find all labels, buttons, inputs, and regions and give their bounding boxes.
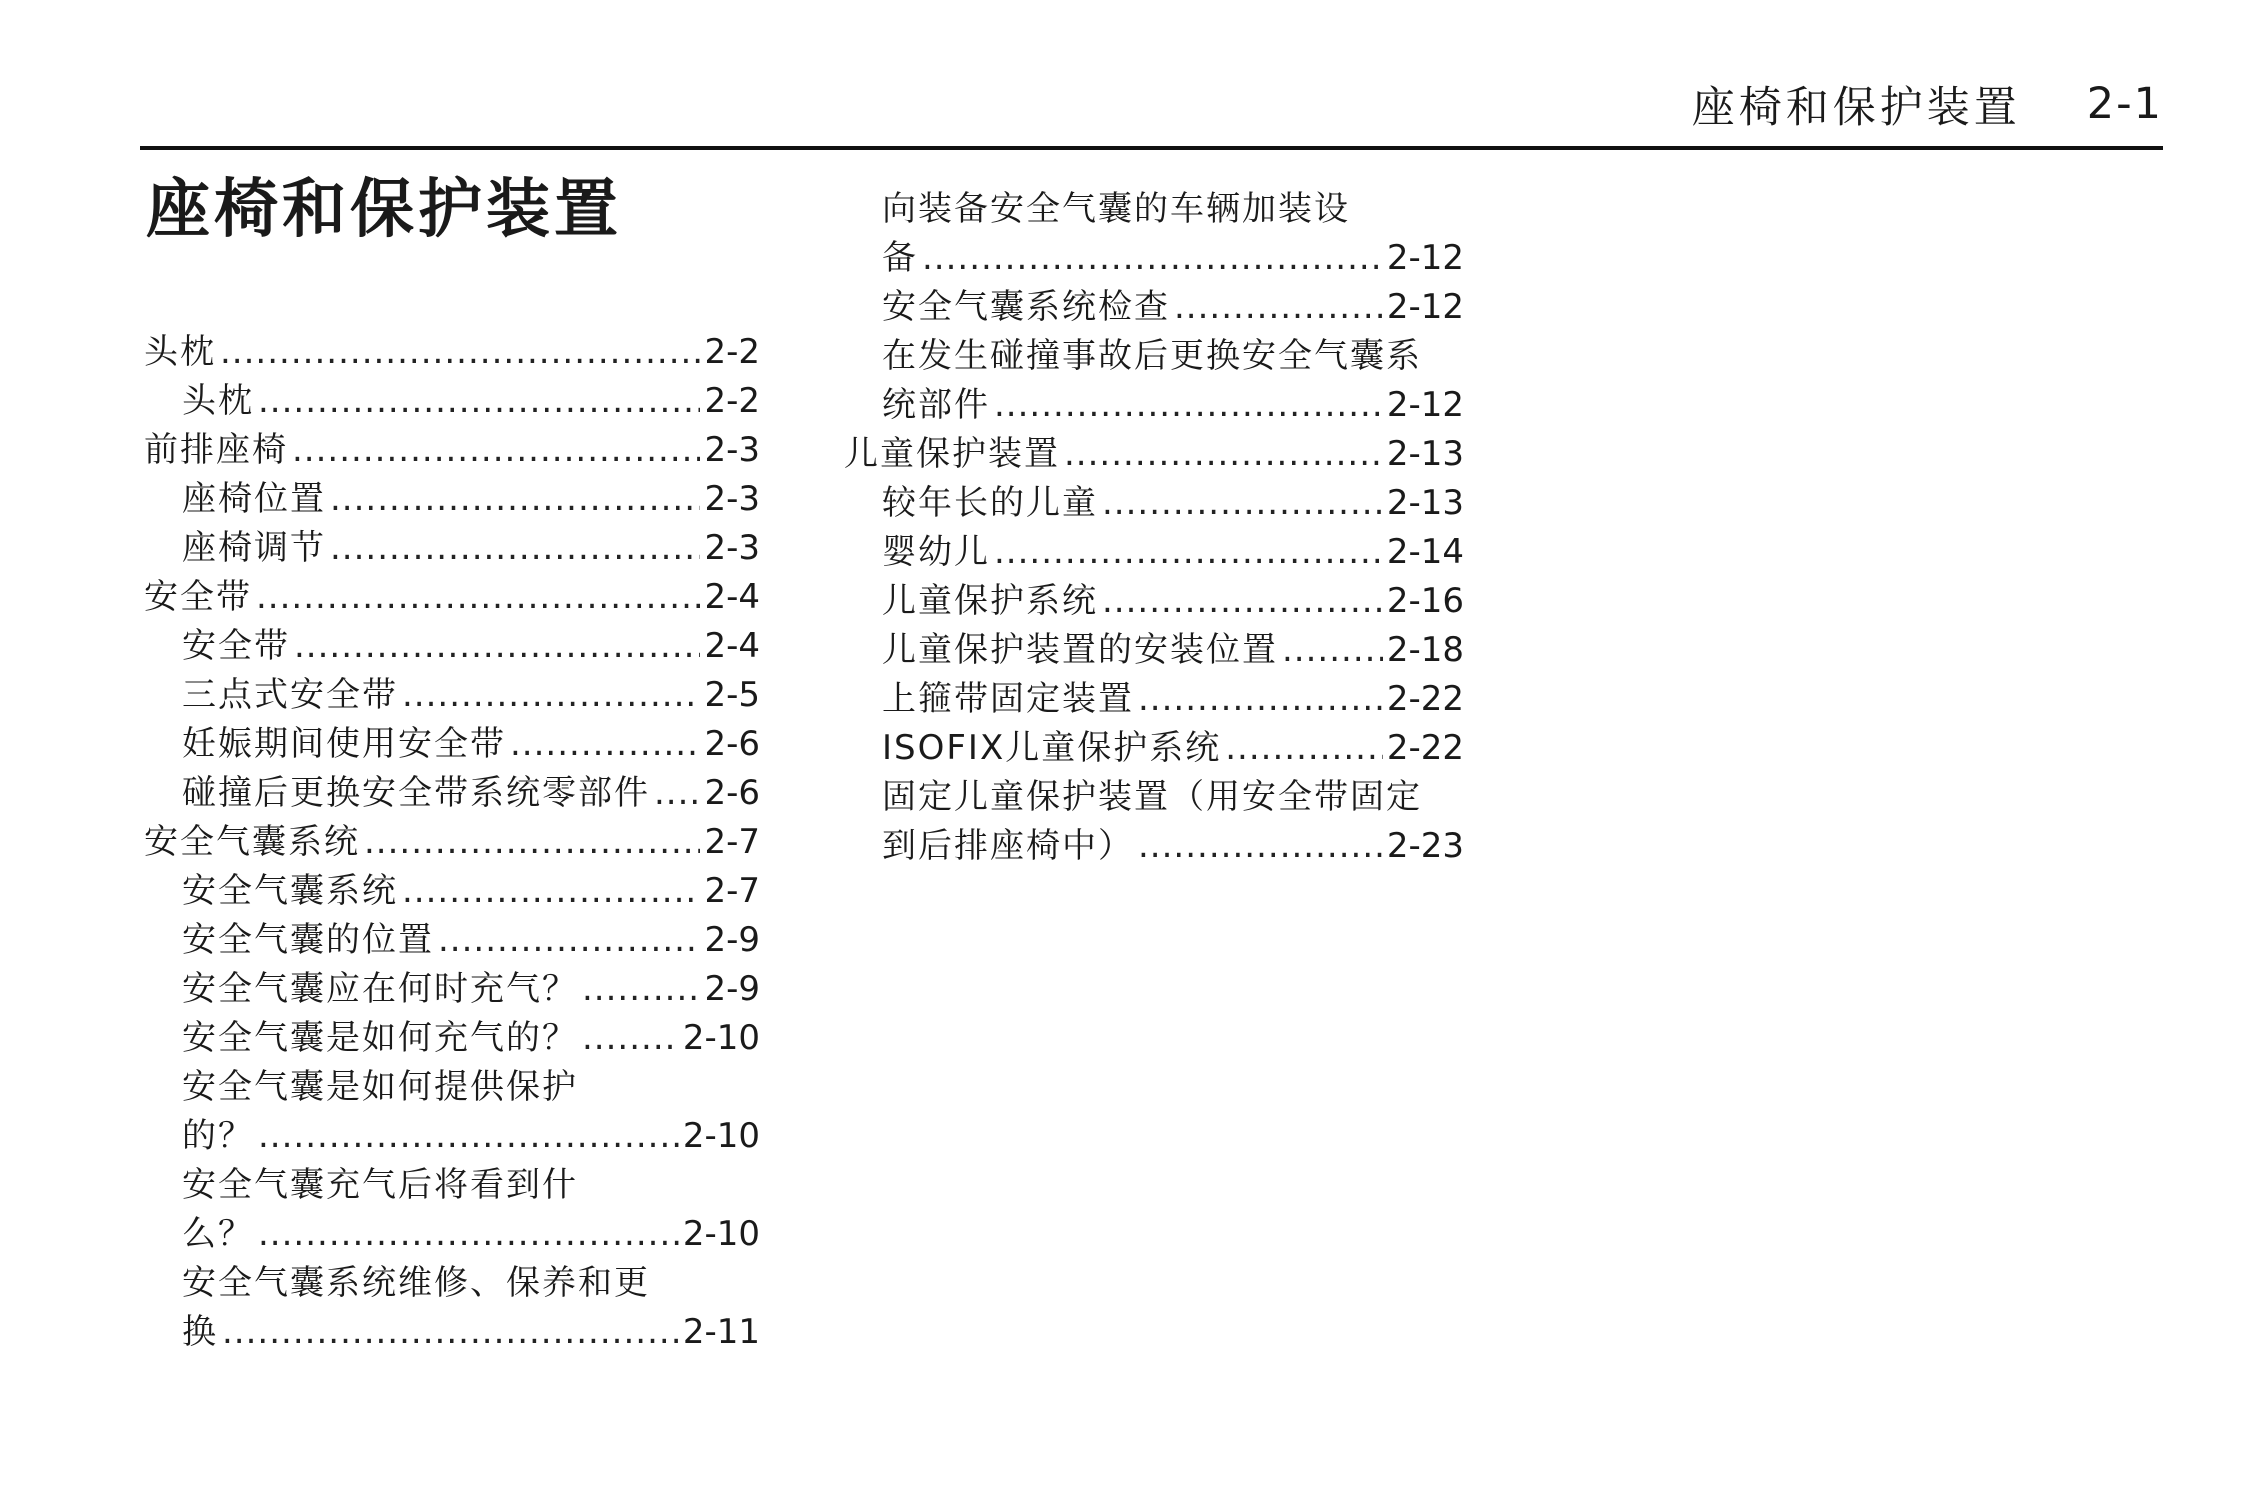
toc-entry-title-continued: 换 — [182, 1312, 218, 1352]
toc-entry-seat-adjustment[interactable] — [182, 524, 760, 572]
toc-entry-three-point-belt[interactable] — [182, 671, 760, 719]
toc-entry-headrest-section[interactable] — [144, 328, 760, 376]
toc-entry-page: 2-11 — [682, 1312, 760, 1352]
toc-entry-title: 座椅调节 — [182, 528, 326, 568]
toc-entry-page: 2-3 — [704, 479, 760, 519]
toc-entry-title: 安全气囊应在何时充气？ — [182, 969, 578, 1009]
toc-leader — [294, 622, 700, 670]
toc-entry-pregnancy-belt[interactable] — [182, 720, 760, 768]
toc-leader — [330, 524, 700, 572]
toc-entry-airbag-when-inflate[interactable] — [182, 965, 760, 1013]
toc-entry-page: 2-13 — [1386, 434, 1464, 474]
toc-entry-page: 2-10 — [682, 1116, 760, 1156]
toc-entry-title: 安全气囊充气后将看到什 — [182, 1165, 578, 1205]
toc-entry-title-continued: 么？ — [182, 1214, 254, 1254]
toc-leader — [1225, 724, 1383, 772]
toc-entry-older-children[interactable] — [882, 479, 1464, 527]
toc-leader — [402, 867, 700, 915]
toc-entry-title: 安全带 — [182, 626, 290, 666]
toc-leader — [510, 720, 700, 768]
toc-entry-title: 安全气囊系统 — [144, 822, 360, 862]
toc-entry-title: 妊娠期间使用安全带 — [182, 724, 506, 764]
toc-leader — [364, 818, 700, 866]
toc-entry-title: 固定儿童保护装置（用安全带固定 — [882, 777, 1422, 817]
toc-leader — [330, 475, 700, 523]
toc-entry-title: 安全气囊系统 — [182, 871, 398, 911]
toc-leader — [1138, 822, 1383, 870]
toc-entry-title: 安全气囊是如何提供保护 — [182, 1067, 578, 1107]
running-head-page-number: 2-1 — [2086, 79, 2163, 129]
toc-entry-page: 2-7 — [704, 871, 760, 911]
toc-entry-top-tether[interactable] — [882, 675, 1464, 723]
toc-entry-page: 2-4 — [704, 577, 760, 617]
toc-leader — [1174, 283, 1383, 331]
toc-entry-title: 三点式安全带 — [182, 675, 398, 715]
header-rule — [140, 146, 2163, 150]
toc-leader — [654, 769, 700, 817]
toc-entry-title: 安全气囊是如何充气的？ — [182, 1018, 578, 1058]
toc-entry-add-equipment-line2[interactable] — [882, 234, 1464, 282]
toc-entry-title: 碰撞后更换安全带系统零部件 — [182, 773, 650, 813]
running-head-section: 座椅和保护装置 — [1691, 82, 2021, 133]
toc-leader — [292, 426, 700, 474]
toc-entry-page: 2-12 — [1386, 287, 1464, 327]
toc-entry-airbag-protect-line2[interactable] — [182, 1112, 760, 1160]
toc-entry-page: 2-9 — [704, 920, 760, 960]
toc-entry-title: 儿童保护装置的安装位置 — [882, 630, 1278, 670]
toc-leader — [994, 381, 1383, 429]
toc-entry-page: 2-22 — [1386, 679, 1464, 719]
toc-entry-page: 2-7 — [704, 822, 760, 862]
toc-entry-page: 2-6 — [704, 773, 760, 813]
toc-entry-airbag-after-line1[interactable] — [182, 1161, 760, 1209]
toc-entry-page: 2-14 — [1386, 532, 1464, 572]
toc-entry-airbag-replace-line2[interactable] — [882, 381, 1464, 429]
toc-entry-isofix[interactable] — [882, 724, 1464, 772]
toc-entry-airbag-replace-line1[interactable] — [882, 332, 1464, 380]
toc-entry-page: 2-9 — [704, 969, 760, 1009]
toc-entry-airbag-service-line2[interactable] — [182, 1308, 760, 1356]
toc-entry-airbag-section[interactable] — [144, 818, 760, 866]
toc-leader — [220, 328, 700, 376]
toc-entry-airbag-system[interactable] — [182, 867, 760, 915]
toc-entry-title: 儿童保护系统 — [882, 581, 1098, 621]
toc-entry-install-locations[interactable] — [882, 626, 1464, 674]
toc-entry-securing-restraint-line2[interactable] — [882, 822, 1464, 870]
toc-entry-front-seats-section[interactable] — [144, 426, 760, 474]
toc-entry-page: 2-3 — [704, 528, 760, 568]
toc-leader — [922, 234, 1383, 282]
toc-leader — [1102, 479, 1383, 527]
toc-leader — [256, 573, 700, 621]
toc-leader — [222, 1308, 679, 1356]
toc-leader — [1282, 626, 1383, 674]
toc-entry-airbag-check[interactable] — [882, 283, 1464, 331]
toc-entry-title: 儿童保护装置 — [844, 434, 1060, 474]
toc-entry-infants[interactable] — [882, 528, 1464, 576]
toc-entry-child-restraints-section[interactable] — [844, 430, 1464, 478]
toc-entry-title: 婴幼儿 — [882, 532, 990, 572]
toc-entry-page: 2-6 — [704, 724, 760, 764]
toc-leader — [402, 671, 700, 719]
toc-entry-page: 2-4 — [704, 626, 760, 666]
toc-entry-child-restraint-systems[interactable] — [882, 577, 1464, 625]
toc-entry-securing-restraint-line1[interactable] — [882, 773, 1464, 821]
toc-entry-page: 2-12 — [1386, 385, 1464, 425]
toc-entry-page: 2-2 — [704, 381, 760, 421]
toc-entry-headrest[interactable] — [182, 377, 760, 425]
toc-entry-page: 2-18 — [1386, 630, 1464, 670]
toc-entry-title: 前排座椅 — [144, 430, 288, 470]
toc-entry-airbag-service-line1[interactable] — [182, 1259, 760, 1307]
toc-leader — [438, 916, 700, 964]
running-head — [1691, 78, 2163, 133]
toc-entry-page: 2-5 — [704, 675, 760, 715]
toc-leader — [258, 1112, 679, 1160]
toc-entry-title: 在发生碰撞事故后更换安全气囊系 — [882, 336, 1422, 376]
toc-leader — [582, 1014, 679, 1062]
toc-leader — [1138, 675, 1383, 723]
toc-entry-page: 2-23 — [1386, 826, 1464, 866]
toc-leader — [1102, 577, 1383, 625]
toc-entry-title-continued: 到后排座椅中） — [882, 826, 1134, 866]
toc-entry-belt-replacement[interactable] — [182, 769, 760, 817]
toc-entry-title: 座椅位置 — [182, 479, 326, 519]
toc-entry-title: 头枕 — [182, 381, 254, 421]
toc-entry-page: 2-3 — [704, 430, 760, 470]
toc-leader — [994, 528, 1383, 576]
toc-entry-airbag-locations[interactable] — [182, 916, 760, 964]
chapter-title: 座椅和保护装置 — [146, 173, 622, 247]
toc-entry-add-equipment-line1[interactable] — [882, 185, 1464, 233]
toc-entry-seat-belts[interactable] — [182, 622, 760, 670]
toc-entry-title: 向装备安全气囊的车辆加装设 — [882, 189, 1350, 229]
toc-entry-seat-belts-section[interactable] — [144, 573, 760, 621]
toc-entry-title-continued: 备 — [882, 238, 918, 278]
toc-entry-page: 2-2 — [704, 332, 760, 372]
toc-leader — [1064, 430, 1383, 478]
toc-entry-title-continued: 的？ — [182, 1116, 254, 1156]
toc-entry-page: 2-10 — [682, 1214, 760, 1254]
toc-entry-title: 上箍带固定装置 — [882, 679, 1134, 719]
toc-entry-title-continued: 统部件 — [882, 385, 990, 425]
toc-entry-airbag-protect-line1[interactable] — [182, 1063, 760, 1111]
toc-leader — [258, 377, 700, 425]
toc-entry-title: ISOFIX儿童保护系统 — [882, 728, 1222, 768]
toc-entry-title: 安全气囊系统维修、保养和更 — [182, 1263, 650, 1303]
toc-entry-page: 2-10 — [682, 1018, 760, 1058]
toc-entry-title: 较年长的儿童 — [882, 483, 1098, 523]
toc-entry-airbag-how-inflate[interactable] — [182, 1014, 760, 1062]
toc-entry-page: 2-16 — [1386, 581, 1464, 621]
toc-entry-title: 安全气囊的位置 — [182, 920, 434, 960]
toc-entry-airbag-after-line2[interactable] — [182, 1210, 760, 1258]
toc-entry-title: 安全带 — [144, 577, 252, 617]
toc-entry-page: 2-13 — [1386, 483, 1464, 523]
toc-entry-title: 头枕 — [144, 332, 216, 372]
toc-leader — [582, 965, 700, 1013]
toc-leader — [258, 1210, 679, 1258]
toc-entry-title: 安全气囊系统检查 — [882, 287, 1170, 327]
toc-entry-page: 2-22 — [1386, 728, 1464, 768]
toc-entry-page: 2-12 — [1386, 238, 1464, 278]
toc-entry-seat-position[interactable] — [182, 475, 760, 523]
